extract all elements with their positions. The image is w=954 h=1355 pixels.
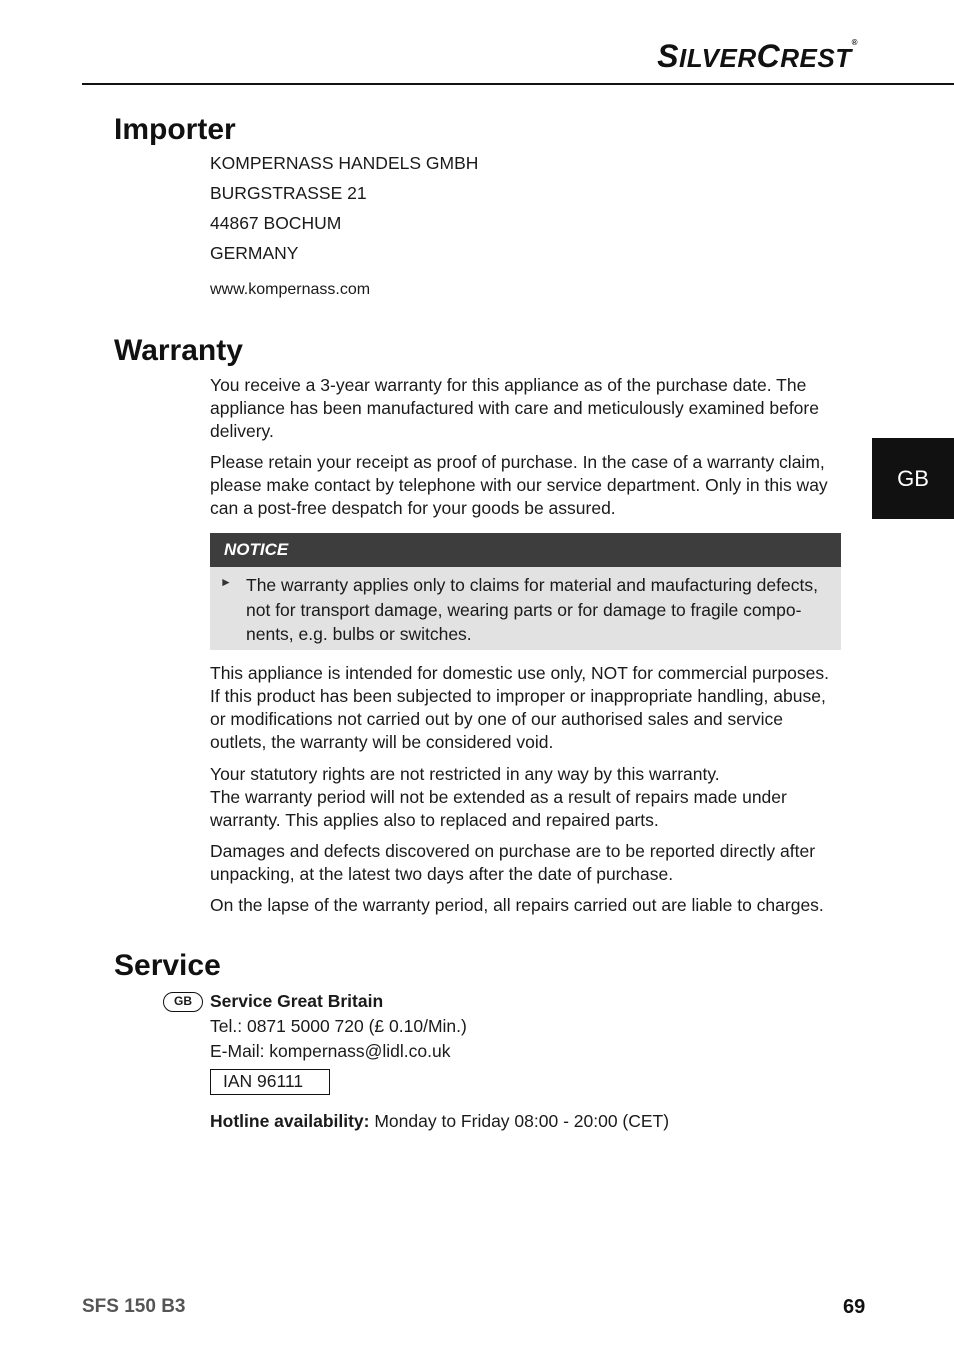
notice-box — [210, 567, 841, 650]
warranty-paragraph: On the lapse of the warranty period, all repairs carried out are liable to charges. — [210, 895, 824, 915]
hotline-line — [210, 1110, 669, 1133]
warranty-heading: Warranty — [114, 334, 243, 367]
notice-text: The warranty applies only to claims for material and maufacturing defects, not for transport damage, wearing parts or for damage to fragile compo-nents, e.g. bulbs or switches. — [246, 575, 818, 644]
warranty-paragraph: You receive a 3-year warranty for this appliance as of the purchase date. The appliance has been manufactured with care and meticulously examined before delivery. — [210, 375, 819, 441]
service-title: Service Great Britain — [210, 991, 384, 1011]
page-number: 69 — [843, 1296, 866, 1318]
header-rule — [82, 83, 954, 85]
importer-line: KOMPERNASS HANDELS GMBH — [210, 153, 479, 173]
hotline-label: Hotline availability: — [210, 1111, 370, 1131]
importer-line: BURGSTRASSE 21 — [210, 183, 367, 203]
importer-website: www.kompernass.com — [210, 281, 371, 298]
bullet-arrow-icon: ► — [220, 575, 232, 589]
hotline-value: Monday to Friday 08:00 - 20:00 (CET) — [374, 1111, 670, 1131]
country-badge: GB — [163, 992, 203, 1012]
service-heading: Service — [114, 949, 221, 982]
ian-box: IAN 96111 — [210, 1069, 330, 1095]
notice-header: NOTICE — [210, 533, 841, 567]
importer-line: GERMANY — [210, 243, 299, 263]
warranty-paragraph: The warranty period will not be extended as a result of repairs made under warranty. This applies also to replaced and repaired parts. — [210, 787, 787, 830]
service-tel: Tel.: 0871 5000 720 (£ 0.10/Min.) — [210, 1016, 467, 1036]
footer-model: SFS 150 B3 — [82, 1296, 186, 1317]
service-email: E-Mail: kompernass@lidl.co.uk — [210, 1041, 451, 1061]
language-tab: GB — [872, 438, 954, 519]
warranty-paragraph: Damages and defects discovered on purchase are to be reported directly after unpacking, at the latest two days after the date of purchase. — [210, 841, 816, 884]
warranty-paragraph: Your statutory rights are not restricted in any way by this warranty. — [210, 764, 720, 784]
brand-logo: SILVERCREST® — [657, 38, 858, 74]
warranty-paragraph: This appliance is intended for domestic use only, NOT for commercial purposes. If this product has been subjected to improper or inappropriate handling, abuse, or modifications not carried out by one of our authorised sales and service outlets, the warranty will be considered void. — [210, 663, 829, 752]
importer-heading: Importer — [114, 113, 236, 146]
importer-line: 44867 BOCHUM — [210, 213, 342, 233]
warranty-paragraph: Please retain your receipt as proof of purchase. In the case of a warranty claim, please make contact by telephone with our service department. Only in this way can a post-free despatch for your goods be assured. — [210, 452, 828, 518]
